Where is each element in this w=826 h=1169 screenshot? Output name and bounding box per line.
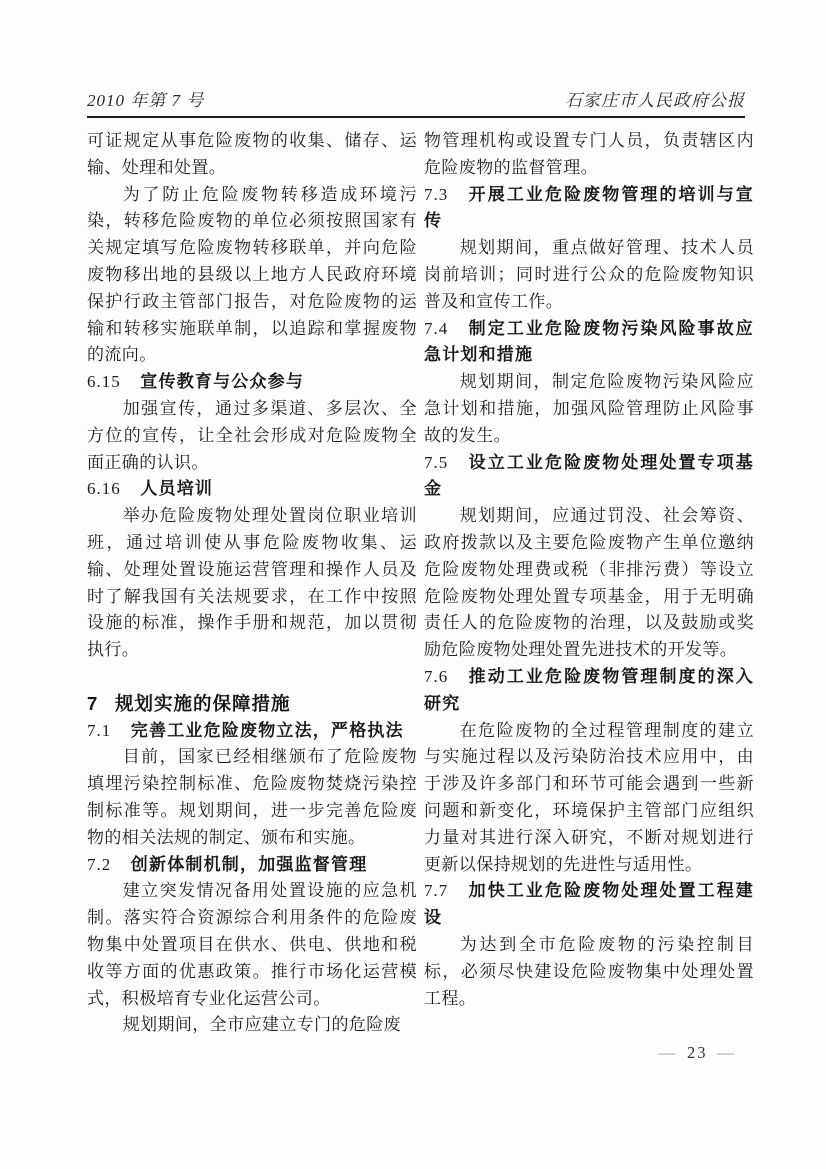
- heading-title: 完善工业危险废物立法，严格执法: [130, 720, 404, 740]
- heading-title: 推动工业危险废物管理制度的深入研究: [424, 666, 754, 713]
- heading-title: 开展工业危险废物管理的培训与宣传: [424, 184, 754, 231]
- section-heading: [424, 878, 754, 932]
- heading-title: 制定工业危险废物污染风险事故应急计划和措施: [424, 318, 754, 365]
- folio-dash-right: —: [717, 1043, 736, 1062]
- header-gazette-title: 石家庄市人民政府公报: [565, 91, 745, 110]
- heading-number: 7.3: [424, 184, 449, 204]
- chapter-heading: [87, 691, 417, 718]
- heading-number: 7.1: [87, 720, 112, 740]
- heading-number: 6.15: [87, 372, 121, 392]
- paragraph: 加强宣传，通过多渠道、多层次、全方位的宣传，让全社会形成对危险废物全面正确的认识。: [87, 398, 417, 472]
- paragraph: 目前，国家已经相继颁布了危险废物填埋污染控制标准、危险废物焚烧污染控制标准等。规划期间，进一步完善危险废物的相关法规的制定、颁布和实施。: [87, 747, 417, 847]
- section-heading: [87, 718, 417, 745]
- section-heading: [87, 476, 417, 503]
- heading-title: 宣传教育与公众参与: [140, 372, 305, 392]
- heading-title: 创新体制机制，加强监督管理: [130, 854, 368, 874]
- heading-number: 6.16: [87, 479, 121, 499]
- paragraph: 为了防止危险废物转移造成环境污染，转移危险废物的单位必须按照国家有关规定填写危险废物转移联单，并向危险废物移出地的县级以上地方人民政府环境保护行政主管部门报告，对危险废物的运输和转移实施联单制，以追踪和掌握废物的流向。: [87, 184, 417, 365]
- paragraph: 举办危险废物处理处置岗位职业培训班，通过培训使从事危险废物收集、运输、处理处置设施运营管理和操作人员及时了解我国有关法规要求，在工作中按照设施的标准，操作手册和规范，加以贯彻执行。: [87, 506, 417, 660]
- heading-number: 7.2: [87, 854, 112, 874]
- paragraph: 建立突发情况备用处置设施的应急机制。落实符合资源综合利用条件的危险废物集中处置项目在供水、供电、供地和税收等方面的优惠政策。推行市场化运营模式，积极培育专业化运营公司。: [87, 881, 417, 1008]
- paragraph: 为达到全市危险废物的污染控制目标，必须尽快建设危险废物集中处理处置工程。: [424, 934, 754, 1008]
- section-heading: [87, 852, 417, 879]
- paragraph: 物管理机构或设置专门人员，负责辖区内危险废物的监督管理。: [424, 131, 754, 177]
- page-number: 23: [687, 1043, 708, 1062]
- heading-number: 7.7: [424, 881, 449, 901]
- header-issue-label: 2010 年第 7 号: [87, 91, 205, 110]
- folio-dash-left: —: [658, 1043, 677, 1062]
- heading-number: 7: [87, 692, 99, 714]
- page-folio: [649, 1043, 747, 1063]
- paragraph: 规划期间，制定危险废物污染风险应急计划和措施，加强风险管理防止风险事故的发生。: [424, 372, 754, 445]
- heading-number: 7.4: [424, 318, 449, 338]
- section-heading: [424, 450, 754, 504]
- heading-title: 规划实施的保障措施: [114, 692, 291, 714]
- section-heading: [87, 369, 417, 396]
- heading-title: 人员培训: [140, 479, 214, 499]
- header-rule: [87, 116, 745, 118]
- heading-number: 7.6: [424, 666, 449, 686]
- paragraph: 在危险废物的全过程管理制度的建立与实施过程以及污染防治技术应用中，由于涉及许多部门和环节可能会遇到一些新问题和新变化，环境保护主管部门应组织力量对其进行深入研究，不断对规划进行更新以保持规划的先进性与适用性。: [424, 720, 754, 874]
- paragraph: 规划期间，全市应建立专门的危险废: [122, 1015, 402, 1035]
- paragraph: 规划期间，重点做好管理、技术人员岗前培训；同时进行公众的危险废物知识普及和宣传工作。: [424, 238, 754, 311]
- heading-title: 设立工业危险废物处理处置专项基金: [424, 452, 754, 499]
- paragraph: 可证规定从事危险废物的收集、储存、运输、处理和处置。: [87, 131, 417, 177]
- paragraph: 规划期间，应通过罚没、社会筹资、政府拨款以及主要危险废物产生单位邀纳危险废物处理费或税（非排污费）等设立危险废物处理处置专项基金，用于无明确责任人的危险废物的治理，以及鼓励或奖励危险废物处理处置先进技术的开发等。: [424, 506, 754, 660]
- heading-number: 7.5: [424, 452, 449, 472]
- section-heading: [424, 316, 754, 370]
- left-column: [87, 128, 417, 1039]
- right-column: [424, 128, 754, 1012]
- section-heading: [424, 664, 754, 718]
- section-heading: [424, 182, 754, 236]
- heading-title: 加快工业危险废物处理处置工程建设: [424, 881, 754, 928]
- running-header: [87, 86, 745, 111]
